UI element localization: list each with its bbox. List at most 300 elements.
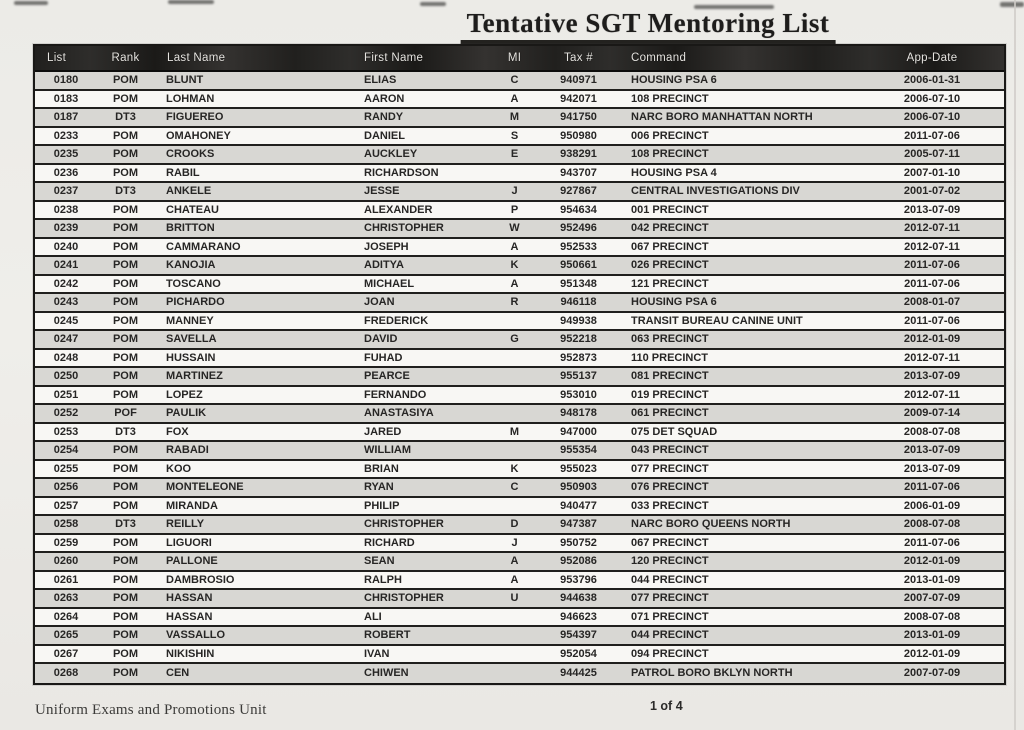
table-cell: 0240 bbox=[53, 240, 79, 253]
table-cell: 0233 bbox=[53, 129, 79, 142]
table-cell: 0236 bbox=[53, 166, 79, 179]
scan-artifact bbox=[168, 0, 214, 4]
table-row bbox=[35, 128, 1004, 147]
table-cell: 081 PRECINCT bbox=[631, 370, 709, 383]
table-cell: 2008-07-08 bbox=[903, 610, 961, 623]
table-cell: 2013-01-09 bbox=[903, 629, 961, 642]
table-row bbox=[35, 165, 1004, 184]
table-row bbox=[35, 479, 1004, 498]
table-cell: P bbox=[510, 203, 519, 216]
table-row bbox=[35, 424, 1004, 443]
table-cell: 108 PRECINCT bbox=[631, 92, 709, 105]
table-cell: 0239 bbox=[53, 222, 79, 235]
table-cell: 947387 bbox=[560, 518, 597, 531]
table-cell: 954397 bbox=[560, 629, 597, 642]
table-cell: 0251 bbox=[53, 388, 79, 401]
table-cell: HOUSING PSA 6 bbox=[631, 74, 717, 87]
table-cell: POM bbox=[112, 388, 139, 401]
scan-page-edge bbox=[1014, 0, 1016, 730]
table-cell: 950752 bbox=[560, 536, 597, 549]
table-cell: 953796 bbox=[560, 573, 597, 586]
table-cell: 0257 bbox=[53, 499, 79, 512]
table-cell: 2011-07-06 bbox=[904, 536, 960, 549]
table-cell: 0248 bbox=[53, 351, 79, 364]
table-cell: 0268 bbox=[53, 667, 79, 680]
table-cell: POM bbox=[112, 536, 139, 549]
table-cell: 0238 bbox=[53, 203, 79, 216]
table-cell: 120 PRECINCT bbox=[631, 555, 709, 568]
table-cell: 947000 bbox=[560, 425, 597, 438]
table-cell: 0242 bbox=[53, 277, 79, 290]
table-cell: PALLONE bbox=[166, 555, 218, 568]
table-cell: POM bbox=[112, 148, 139, 161]
table-cell: JOAN bbox=[364, 296, 395, 309]
table-row bbox=[35, 72, 1004, 91]
table-cell: 944425 bbox=[560, 667, 597, 680]
table-row bbox=[35, 146, 1004, 165]
table-cell: CHRISTOPHER bbox=[364, 518, 444, 531]
table-cell: HOUSING PSA 6 bbox=[631, 296, 717, 309]
table-cell: 2011-07-06 bbox=[904, 277, 960, 290]
table-cell: 940971 bbox=[560, 74, 597, 87]
column-header: List bbox=[47, 52, 67, 64]
table-row bbox=[35, 294, 1004, 313]
table-row bbox=[35, 516, 1004, 535]
table-cell: VASSALLO bbox=[166, 629, 226, 642]
table-cell: 0265 bbox=[53, 629, 79, 642]
table-cell: SEAN bbox=[364, 555, 395, 568]
table-cell: 0187 bbox=[53, 111, 79, 124]
page-title: Tentative SGT Mentoring List bbox=[461, 8, 836, 44]
table-cell: POM bbox=[112, 499, 139, 512]
table-cell: 952873 bbox=[560, 351, 597, 364]
table-cell: FOX bbox=[166, 425, 189, 438]
table-cell: 0254 bbox=[53, 444, 79, 457]
table-cell: 2013-07-09 bbox=[903, 203, 961, 216]
table-row bbox=[35, 331, 1004, 350]
table-cell: SAVELLA bbox=[166, 333, 217, 346]
table-cell: POM bbox=[112, 481, 139, 494]
table-cell: 950980 bbox=[560, 129, 597, 142]
table-cell: DT3 bbox=[115, 425, 136, 438]
table-cell: MIRANDA bbox=[166, 499, 218, 512]
table-cell: 2013-07-09 bbox=[903, 370, 961, 383]
table-cell: KANOJIA bbox=[166, 259, 216, 272]
table-row bbox=[35, 387, 1004, 406]
table-cell: 2006-07-10 bbox=[903, 92, 961, 105]
table-cell: 952533 bbox=[560, 240, 597, 253]
table-cell: POM bbox=[112, 277, 139, 290]
table-cell: 077 PRECINCT bbox=[631, 592, 709, 605]
table-cell: 2009-07-14 bbox=[903, 407, 961, 420]
table-cell: 067 PRECINCT bbox=[631, 240, 709, 253]
table-cell: 946118 bbox=[560, 296, 597, 309]
column-header: Last Name bbox=[167, 52, 226, 64]
table-cell: OMAHONEY bbox=[166, 129, 231, 142]
table-row bbox=[35, 368, 1004, 387]
table-cell: 927867 bbox=[560, 185, 597, 198]
table-cell: POM bbox=[112, 240, 139, 253]
table-body bbox=[35, 72, 1004, 683]
table-cell: CHATEAU bbox=[166, 203, 219, 216]
table-cell: 952054 bbox=[560, 647, 597, 660]
table-cell: 2007-07-09 bbox=[903, 667, 961, 680]
table-cell: 061 PRECINCT bbox=[631, 407, 709, 420]
table-row bbox=[35, 202, 1004, 221]
mentoring-list-table bbox=[33, 44, 1006, 685]
table-cell: POM bbox=[112, 259, 139, 272]
table-cell: 033 PRECINCT bbox=[631, 499, 709, 512]
scan-artifact bbox=[420, 2, 446, 6]
table-cell: PICHARDO bbox=[166, 296, 225, 309]
table-cell: POM bbox=[112, 351, 139, 364]
column-header: MI bbox=[507, 52, 522, 64]
table-cell: FREDERICK bbox=[364, 314, 429, 327]
table-cell: 0261 bbox=[53, 573, 79, 586]
table-row bbox=[35, 276, 1004, 295]
table-cell: 0264 bbox=[53, 610, 79, 623]
table-cell: 951348 bbox=[560, 277, 597, 290]
table-cell: DT3 bbox=[115, 185, 136, 198]
table-cell: RALPH bbox=[364, 573, 402, 586]
table-cell: CHIWEN bbox=[364, 667, 409, 680]
table-cell: 0180 bbox=[53, 74, 79, 87]
footer-page-number: 1 of 4 bbox=[650, 699, 683, 713]
table-cell: 2006-07-10 bbox=[903, 111, 961, 124]
table-cell: 2007-01-10 bbox=[903, 166, 961, 179]
table-cell: U bbox=[510, 592, 519, 605]
table-cell: 2008-07-08 bbox=[903, 518, 961, 531]
table-cell: MANNEY bbox=[166, 314, 214, 327]
table-cell: 2011-07-06 bbox=[904, 259, 960, 272]
table-cell: ANASTASIYA bbox=[364, 407, 434, 420]
table-cell: 948178 bbox=[560, 407, 597, 420]
table-cell: FERNANDO bbox=[364, 388, 427, 401]
table-cell: K bbox=[510, 259, 519, 272]
table-cell: 942071 bbox=[560, 92, 597, 105]
table-cell: 2012-07-11 bbox=[904, 240, 960, 253]
table-cell: POM bbox=[112, 610, 139, 623]
table-cell: 943707 bbox=[560, 166, 597, 179]
table-cell: RICHARDSON bbox=[364, 166, 439, 179]
table-cell: FIGUEREO bbox=[166, 111, 224, 124]
table-cell: R bbox=[510, 296, 519, 309]
table-row bbox=[35, 239, 1004, 258]
table-cell: 2013-07-09 bbox=[903, 462, 961, 475]
table-cell: A bbox=[510, 92, 519, 105]
table-cell: PHILIP bbox=[364, 499, 400, 512]
table-cell: A bbox=[510, 573, 519, 586]
table-cell: 006 PRECINCT bbox=[631, 129, 709, 142]
table-row bbox=[35, 461, 1004, 480]
table-cell: 0243 bbox=[53, 296, 79, 309]
table-cell: ROBERT bbox=[364, 629, 411, 642]
table-cell: DAMBROSIO bbox=[166, 573, 235, 586]
table-cell: 042 PRECINCT bbox=[631, 222, 709, 235]
table-cell: CHRISTOPHER bbox=[364, 222, 444, 235]
column-header: Rank bbox=[111, 52, 140, 64]
table-cell: 944638 bbox=[560, 592, 597, 605]
table-cell: 0253 bbox=[53, 425, 79, 438]
table-cell: CHRISTOPHER bbox=[364, 592, 444, 605]
table-cell: 2012-07-11 bbox=[904, 388, 960, 401]
footer-unit-label: Uniform Exams and Promotions Unit bbox=[35, 702, 267, 718]
table-cell: ALI bbox=[364, 610, 382, 623]
table-cell: BRITTON bbox=[166, 222, 215, 235]
table-cell: 938291 bbox=[560, 148, 597, 161]
table-cell: 044 PRECINCT bbox=[631, 573, 709, 586]
table-cell: BRIAN bbox=[364, 462, 399, 475]
table-cell: LOPEZ bbox=[166, 388, 203, 401]
table-cell: MONTELEONE bbox=[166, 481, 244, 494]
table-cell: POM bbox=[112, 222, 139, 235]
table-cell: 955354 bbox=[560, 444, 597, 457]
table-cell: POM bbox=[112, 166, 139, 179]
table-cell: 953010 bbox=[560, 388, 597, 401]
table-row bbox=[35, 646, 1004, 665]
table-cell: J bbox=[511, 185, 518, 198]
table-cell: LOHMAN bbox=[166, 92, 215, 105]
table-row bbox=[35, 442, 1004, 461]
table-cell: POM bbox=[112, 555, 139, 568]
table-row bbox=[35, 553, 1004, 572]
table-cell: KOO bbox=[166, 462, 192, 475]
table-cell: WILLIAM bbox=[364, 444, 412, 457]
table-cell: K bbox=[510, 462, 519, 475]
table-cell: 077 PRECINCT bbox=[631, 462, 709, 475]
table-cell: HUSSAIN bbox=[166, 351, 216, 364]
table-cell: POM bbox=[112, 444, 139, 457]
table-cell: M bbox=[509, 111, 520, 124]
table-cell: POM bbox=[112, 333, 139, 346]
table-cell: 946623 bbox=[560, 610, 597, 623]
table-cell: 0245 bbox=[53, 314, 79, 327]
table-cell: 108 PRECINCT bbox=[631, 148, 709, 161]
table-cell: PEARCE bbox=[364, 370, 410, 383]
table-row bbox=[35, 109, 1004, 128]
table-cell: HOUSING PSA 4 bbox=[631, 166, 717, 179]
table-cell: HASSAN bbox=[166, 592, 213, 605]
table-header-row bbox=[35, 46, 1004, 72]
table-cell: 2011-07-06 bbox=[904, 481, 960, 494]
table-cell: IVAN bbox=[364, 647, 390, 660]
table-cell: PATROL BORO BKLYN NORTH bbox=[631, 667, 793, 680]
table-row bbox=[35, 590, 1004, 609]
table-row bbox=[35, 405, 1004, 424]
table-cell: 2012-01-09 bbox=[903, 647, 961, 660]
table-cell: 063 PRECINCT bbox=[631, 333, 709, 346]
table-cell: 2001-07-02 bbox=[903, 185, 961, 198]
table-cell: DAVID bbox=[364, 333, 398, 346]
table-cell: 949938 bbox=[560, 314, 597, 327]
table-cell: NIKISHIN bbox=[166, 647, 215, 660]
table-cell: POM bbox=[112, 129, 139, 142]
table-cell: A bbox=[510, 555, 519, 568]
table-cell: PAULIK bbox=[166, 407, 207, 420]
table-cell: W bbox=[509, 222, 520, 235]
table-cell: 2006-01-31 bbox=[903, 74, 961, 87]
table-cell: 950903 bbox=[560, 481, 597, 494]
table-cell: ALEXANDER bbox=[364, 203, 433, 216]
table-cell: CEN bbox=[166, 667, 190, 680]
table-cell: 2011-07-06 bbox=[904, 129, 960, 142]
table-cell: POM bbox=[112, 667, 139, 680]
table-cell: 0250 bbox=[53, 370, 79, 383]
table-cell: POM bbox=[112, 629, 139, 642]
table-cell: 001 PRECINCT bbox=[631, 203, 709, 216]
table-row bbox=[35, 572, 1004, 591]
table-cell: 2011-07-06 bbox=[904, 314, 960, 327]
table-cell: REILLY bbox=[166, 518, 205, 531]
table-cell: 941750 bbox=[560, 111, 597, 124]
table-row bbox=[35, 183, 1004, 202]
table-cell: 0267 bbox=[53, 647, 79, 660]
table-cell: E bbox=[510, 148, 519, 161]
table-cell: 094 PRECINCT bbox=[631, 647, 709, 660]
table-cell: 2013-01-09 bbox=[903, 573, 961, 586]
table-cell: 955137 bbox=[560, 370, 597, 383]
table-cell: 044 PRECINCT bbox=[631, 629, 709, 642]
table-cell: BLUNT bbox=[166, 74, 204, 87]
table-cell: FUHAD bbox=[364, 351, 403, 364]
table-cell: POM bbox=[112, 462, 139, 475]
table-cell: 2008-07-08 bbox=[903, 425, 961, 438]
table-cell: TOSCANO bbox=[166, 277, 221, 290]
column-header: Tax # bbox=[564, 52, 593, 64]
table-cell: 0247 bbox=[53, 333, 79, 346]
table-cell: 0259 bbox=[53, 536, 79, 549]
table-cell: 019 PRECINCT bbox=[631, 388, 709, 401]
table-cell: M bbox=[509, 425, 520, 438]
table-cell: CENTRAL INVESTIGATIONS DIV bbox=[631, 185, 800, 198]
table-cell: 0263 bbox=[53, 592, 79, 605]
table-cell: 940477 bbox=[560, 499, 597, 512]
table-row bbox=[35, 91, 1004, 110]
table-cell: 0252 bbox=[53, 407, 79, 420]
table-cell: 0237 bbox=[53, 185, 79, 198]
table-row bbox=[35, 220, 1004, 239]
table-cell: TRANSIT BUREAU CANINE UNIT bbox=[631, 314, 803, 327]
table-cell: 2008-01-07 bbox=[903, 296, 961, 309]
scan-artifact bbox=[14, 1, 48, 5]
table-cell: MARTINEZ bbox=[166, 370, 223, 383]
table-cell: NARC BORO MANHATTAN NORTH bbox=[631, 111, 813, 124]
table-cell: 2007-07-09 bbox=[903, 592, 961, 605]
table-cell: 2012-01-09 bbox=[903, 333, 961, 346]
table-cell: 2006-01-09 bbox=[903, 499, 961, 512]
table-cell: 043 PRECINCT bbox=[631, 444, 709, 457]
table-cell: 067 PRECINCT bbox=[631, 536, 709, 549]
table-cell: POF bbox=[114, 407, 137, 420]
table-cell: 076 PRECINCT bbox=[631, 481, 709, 494]
table-cell: POM bbox=[112, 92, 139, 105]
table-cell: 0235 bbox=[53, 148, 79, 161]
table-row bbox=[35, 313, 1004, 332]
table-cell: RANDY bbox=[364, 111, 404, 124]
table-cell: HASSAN bbox=[166, 610, 213, 623]
table-cell: 026 PRECINCT bbox=[631, 259, 709, 272]
table-cell: AARON bbox=[364, 92, 405, 105]
table-cell: POM bbox=[112, 74, 139, 87]
table-cell: ANKELE bbox=[166, 185, 212, 198]
table-row bbox=[35, 535, 1004, 554]
table-cell: C bbox=[510, 74, 519, 87]
table-row bbox=[35, 664, 1004, 683]
table-cell: 075 DET SQUAD bbox=[631, 425, 718, 438]
table-cell: J bbox=[511, 536, 518, 549]
scan-artifact bbox=[1000, 2, 1024, 7]
table-row bbox=[35, 498, 1004, 517]
table-cell: AUCKLEY bbox=[364, 148, 418, 161]
table-cell: G bbox=[510, 333, 519, 346]
table-cell: 952086 bbox=[560, 555, 597, 568]
table-cell: 952218 bbox=[560, 333, 597, 346]
table-cell: ELIAS bbox=[364, 74, 397, 87]
table-cell: POM bbox=[112, 647, 139, 660]
table-cell: 2012-01-09 bbox=[903, 555, 961, 568]
table-cell: POM bbox=[112, 203, 139, 216]
table-row bbox=[35, 609, 1004, 628]
table-cell: S bbox=[510, 129, 519, 142]
table-cell: 2012-07-11 bbox=[904, 351, 960, 364]
table-cell: POM bbox=[112, 296, 139, 309]
table-cell: RICHARD bbox=[364, 536, 415, 549]
table-cell: 110 PRECINCT bbox=[631, 351, 709, 364]
table-cell: JARED bbox=[364, 425, 402, 438]
table-cell: 0256 bbox=[53, 481, 79, 494]
table-cell: 954634 bbox=[560, 203, 597, 216]
table-cell: DT3 bbox=[115, 518, 136, 531]
table-row bbox=[35, 350, 1004, 369]
table-cell: POM bbox=[112, 592, 139, 605]
table-cell: 0258 bbox=[53, 518, 79, 531]
table-cell: 2013-07-09 bbox=[903, 444, 961, 457]
table-cell: 121 PRECINCT bbox=[631, 277, 709, 290]
table-cell: JESSE bbox=[364, 185, 400, 198]
table-cell: 0255 bbox=[53, 462, 79, 475]
table-cell: 071 PRECINCT bbox=[631, 610, 709, 623]
table-cell: MICHAEL bbox=[364, 277, 415, 290]
table-cell: POM bbox=[112, 370, 139, 383]
table-row bbox=[35, 627, 1004, 646]
table-cell: RABIL bbox=[166, 166, 200, 179]
table-cell: NARC BORO QUEENS NORTH bbox=[631, 518, 791, 531]
table-cell: LIGUORI bbox=[166, 536, 212, 549]
table-cell: 0260 bbox=[53, 555, 79, 568]
table-cell: CROOKS bbox=[166, 148, 215, 161]
table-cell: DT3 bbox=[115, 111, 136, 124]
table-cell: D bbox=[510, 518, 519, 531]
table-cell: RYAN bbox=[364, 481, 394, 494]
table-cell: RABADI bbox=[166, 444, 209, 457]
table-cell: A bbox=[510, 240, 519, 253]
table-cell: POM bbox=[112, 314, 139, 327]
table-cell: CAMMARANO bbox=[166, 240, 241, 253]
table-cell: ADITYA bbox=[364, 259, 404, 272]
table-cell: 950661 bbox=[560, 259, 597, 272]
table-cell: 2012-07-11 bbox=[904, 222, 960, 235]
table-cell: A bbox=[510, 277, 519, 290]
column-header: First Name bbox=[364, 52, 424, 64]
table-cell: 2005-07-11 bbox=[904, 148, 960, 161]
table-cell: POM bbox=[112, 573, 139, 586]
column-header: App-Date bbox=[906, 52, 958, 64]
table-cell: JOSEPH bbox=[364, 240, 409, 253]
table-cell: 0183 bbox=[53, 92, 79, 105]
table-cell: DANIEL bbox=[364, 129, 405, 142]
table-cell: 955023 bbox=[560, 462, 597, 475]
column-header: Command bbox=[631, 52, 687, 64]
